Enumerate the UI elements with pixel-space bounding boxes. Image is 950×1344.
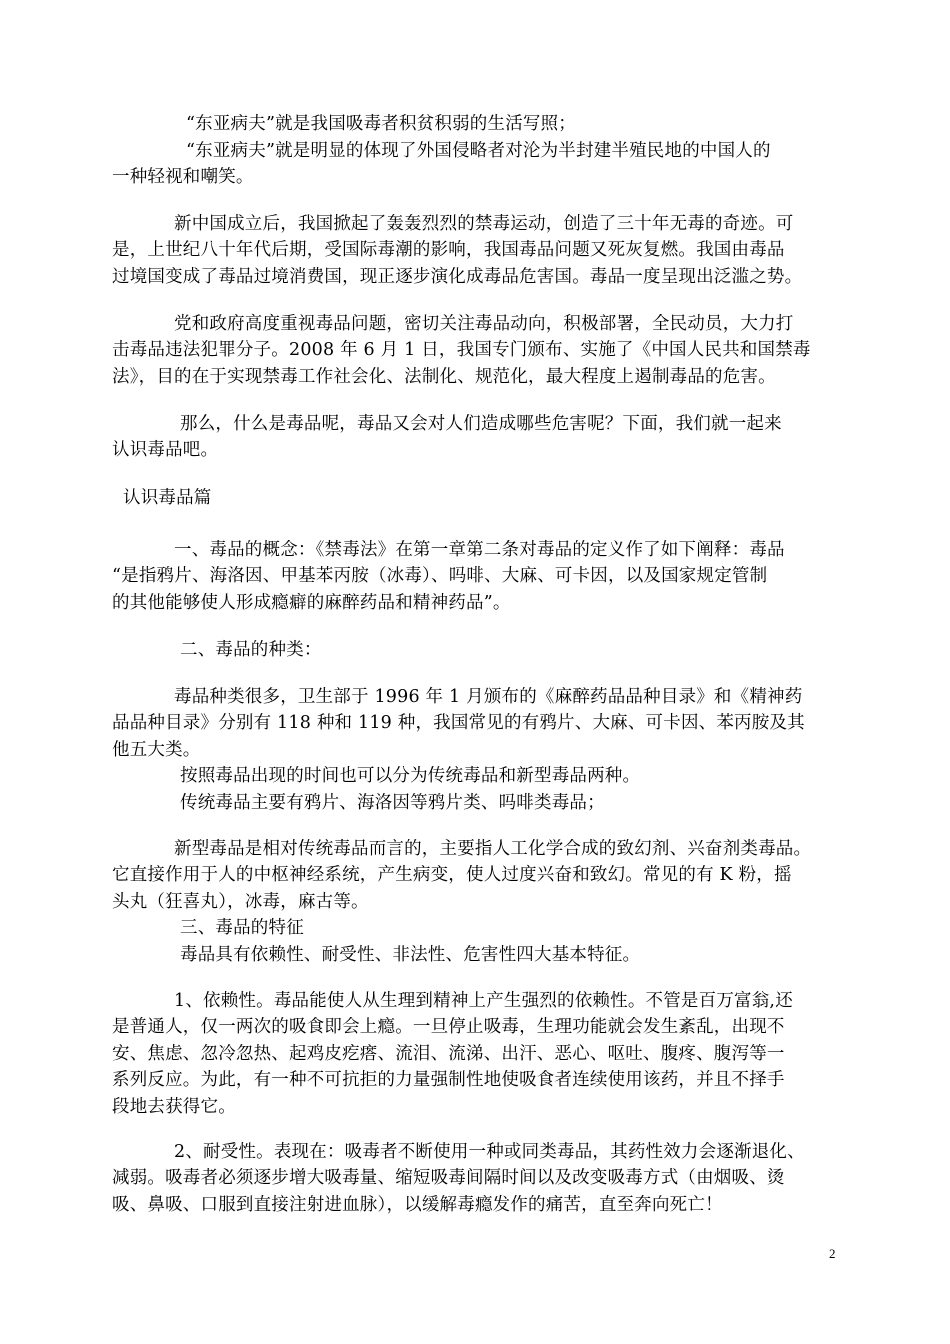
section-heading: 二、毒品的种类： [180,640,322,660]
text-line: 系列反应。为此，有一种不可抗拒的力量强制性地使吸食者连续使用该药，并且不择手 [112,1070,785,1090]
text-line: 新型毒品是相对传统毒品而言的，主要指人工化学合成的致幻剂、兴奋剂类毒品。 [174,839,812,859]
page-number: 2 [829,1246,836,1261]
text-line: 吸、鼻吸、口服到直接注射进血脉），以缓解毒瘾发作的痛苦，直至奔向死亡！ [112,1195,723,1215]
text-line: 按照毒品出现的时间也可以分为传统毒品和新型毒品两种。 [180,766,641,786]
text-line: 是，上世纪八十年代后期，受国际毒潮的影响，我国毒品问题又死灰复燃。我国由毒品 [112,240,785,260]
text-line: 过境国变成了毒品过境消费国，现正逐步演化成毒品危害国。毒品一度呈现出泛滥之势。 [112,267,803,287]
text-line: 头丸（狂喜丸），冰毒，麻古等。 [112,892,369,912]
text-line: “东亚病夫”就是我国吸毒者积贫积弱的生活写照； [186,114,576,134]
text-line: 段地去获得它。 [112,1097,236,1117]
text-line: 毒品种类很多，卫生部于 1996 年 1 月颁布的《麻醉药品品种目录》和《精神药 [174,687,803,707]
text-line: 击毒品违法犯罪分子。2008 年 6 月 1 日，我国专门颁布、实施了《中国人民共和国禁毒 [112,340,811,360]
text-line: 党和政府高度重视毒品问题，密切关注毒品动向，积极部署，全民动员，大力打 [174,314,794,334]
text-line: 那么，什么是毒品呢，毒品又会对人们造成哪些危害呢？下面，我们就一起来 [180,414,782,434]
text-line: “东亚病夫”就是明显的体现了外国侵略者对沦为半封建半殖民地的中国人的 [186,141,771,161]
text-line: 是普通人，仅一两次的吸食即会上瘾。一旦停止吸毒，生理功能就会发生紊乱，出现不 [112,1017,785,1037]
text-line: “是指鸦片、海洛因、甲基苯丙胺（冰毒）、吗啡、大麻、可卡因，以及国家规定管制 [112,566,768,586]
text-line: 传统毒品主要有鸦片、海洛因等鸦片类、吗啡类毒品； [180,793,605,813]
text-line: 它直接作用于人的中枢神经系统，产生病变，使人过度兴奋和致幻。常见的有 K 粉，摇 [112,865,792,885]
text-line: 一种轻视和嘲笑。 [112,167,254,187]
text-line: 法》，目的在于实现禁毒工作社会化、法制化、规范化，最大程度上遏制毒品的危害。 [112,367,776,387]
section-heading: 认识毒品篇 [123,488,212,508]
text-line: 新中国成立后，我国掀起了轰轰烈烈的禁毒运动，创造了三十年无毒的奇迹。可 [174,214,794,234]
text-line: 1、依赖性。毒品能使人从生理到精神上产生强烈的依赖性。不管是百万富翁,还 [174,991,793,1011]
text-line: 品品种目录》分别有 118 种和 119 种，我国常见的有鸦片、大麻、可卡因、苯丙胺及其 [112,713,805,733]
text-line: 2、耐受性。表现在：吸毒者不断使用一种或同类毒品，其药性效力会逐渐退化、 [174,1142,805,1162]
section-heading: 三、毒品的特征 [180,918,304,938]
text-line: 减弱。吸毒者必须逐步增大吸毒量、缩短吸毒间隔时间以及改变吸毒方式（由烟吸、烫 [112,1168,785,1188]
text-line: 认识毒品吧。 [112,440,219,460]
text-line: 的其他能够使人形成瘾癖的麻醉药品和精神药品”。 [112,593,511,613]
text-line: 一、毒品的概念：《禁毒法》在第一章第二条对毒品的定义作了如下阐释：毒品 [174,540,785,560]
text-line: 安、焦虑、忽冷忽热、起鸡皮疙瘩、流泪、流涕、出汗、恶心、呕吐、腹疼、腹泻等一 [112,1044,785,1064]
text-line: 毒品具有依赖性、耐受性、非法性、危害性四大基本特征。 [180,945,641,965]
text-line: 他五大类。 [112,740,201,760]
